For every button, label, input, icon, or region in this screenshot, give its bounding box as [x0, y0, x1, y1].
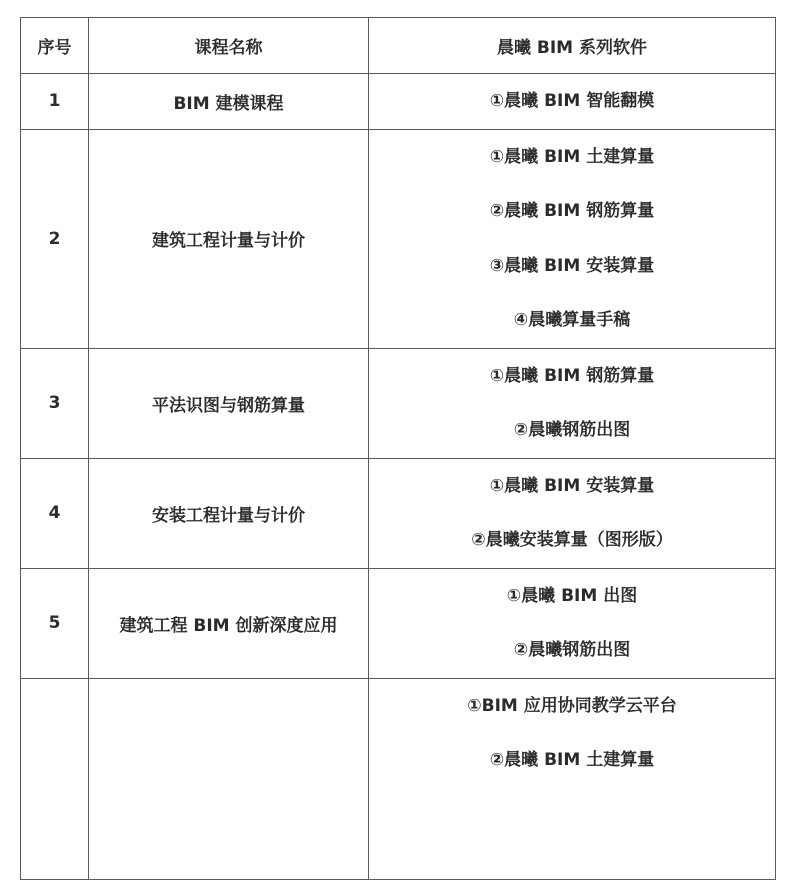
row-index [21, 678, 89, 879]
row-course-name [89, 74, 369, 130]
row-software-list [369, 678, 776, 879]
course-software-table [20, 17, 776, 880]
software-item: ④晨曦算量手稿 [513, 310, 631, 330]
row-course-name [89, 568, 369, 678]
software-item: ①晨曦 BIM 出图 [506, 585, 638, 606]
row-software-list [369, 74, 776, 130]
table-row [21, 129, 776, 348]
table-header-row [21, 18, 776, 74]
software-item: ①晨曦 BIM 土建算量 [489, 146, 655, 167]
course-table-container [20, 17, 775, 880]
header-index: 序号 [21, 18, 89, 74]
table-row [21, 348, 776, 458]
software-item: ①BIM 应用协同教学云平台 [467, 695, 677, 716]
software-item: ①晨曦 BIM 钢筋算量 [489, 365, 655, 386]
software-item: ①晨曦 BIM 安装算量 [489, 475, 655, 496]
row-course-text: 安装工程计量与计价 [152, 505, 305, 526]
header-course-name: 课程名称 [89, 18, 369, 74]
row-index-text: 4 [48, 503, 61, 523]
row-software-list [369, 129, 776, 348]
table-row [21, 458, 776, 568]
row-course-text: 平法识图与钢筋算量 [152, 395, 305, 416]
row-software-list [369, 568, 776, 678]
row-index [21, 129, 89, 348]
software-item: ②晨曦钢筋出图 [513, 640, 631, 660]
row-index [21, 568, 89, 678]
header-software: 晨曦 BIM 系列软件 [369, 18, 776, 74]
row-index-text: 3 [48, 393, 61, 413]
software-item: ①晨曦 BIM 智能翻模 [489, 91, 655, 111]
table-row [21, 678, 776, 879]
row-index-text: 1 [48, 91, 61, 112]
table-row [21, 74, 776, 130]
row-software-list [369, 348, 776, 458]
software-item: ②晨曦 BIM 钢筋算量 [489, 201, 655, 221]
row-course-name [89, 348, 369, 458]
row-course-name [89, 129, 369, 348]
row-index [21, 74, 89, 130]
row-course-text: BIM 建模课程 [173, 93, 284, 114]
software-item: ②晨曦 BIM 土建算量 [489, 750, 655, 770]
row-index [21, 348, 89, 458]
software-item: ②晨曦安装算量（图形版） [471, 530, 673, 550]
row-course-text: 建筑工程计量与计价 [152, 231, 305, 251]
row-course-name [89, 458, 369, 568]
row-index-text: 5 [48, 613, 61, 633]
row-course-text: 建筑工程 BIM 创新深度应用 [119, 615, 338, 636]
table-row [21, 568, 776, 678]
row-index-text: 2 [48, 228, 61, 249]
row-software-list [369, 458, 776, 568]
row-course-name [89, 678, 369, 879]
row-index [21, 458, 89, 568]
software-item: ②晨曦钢筋出图 [513, 420, 631, 440]
software-item: ③晨曦 BIM 安装算量 [489, 255, 655, 276]
